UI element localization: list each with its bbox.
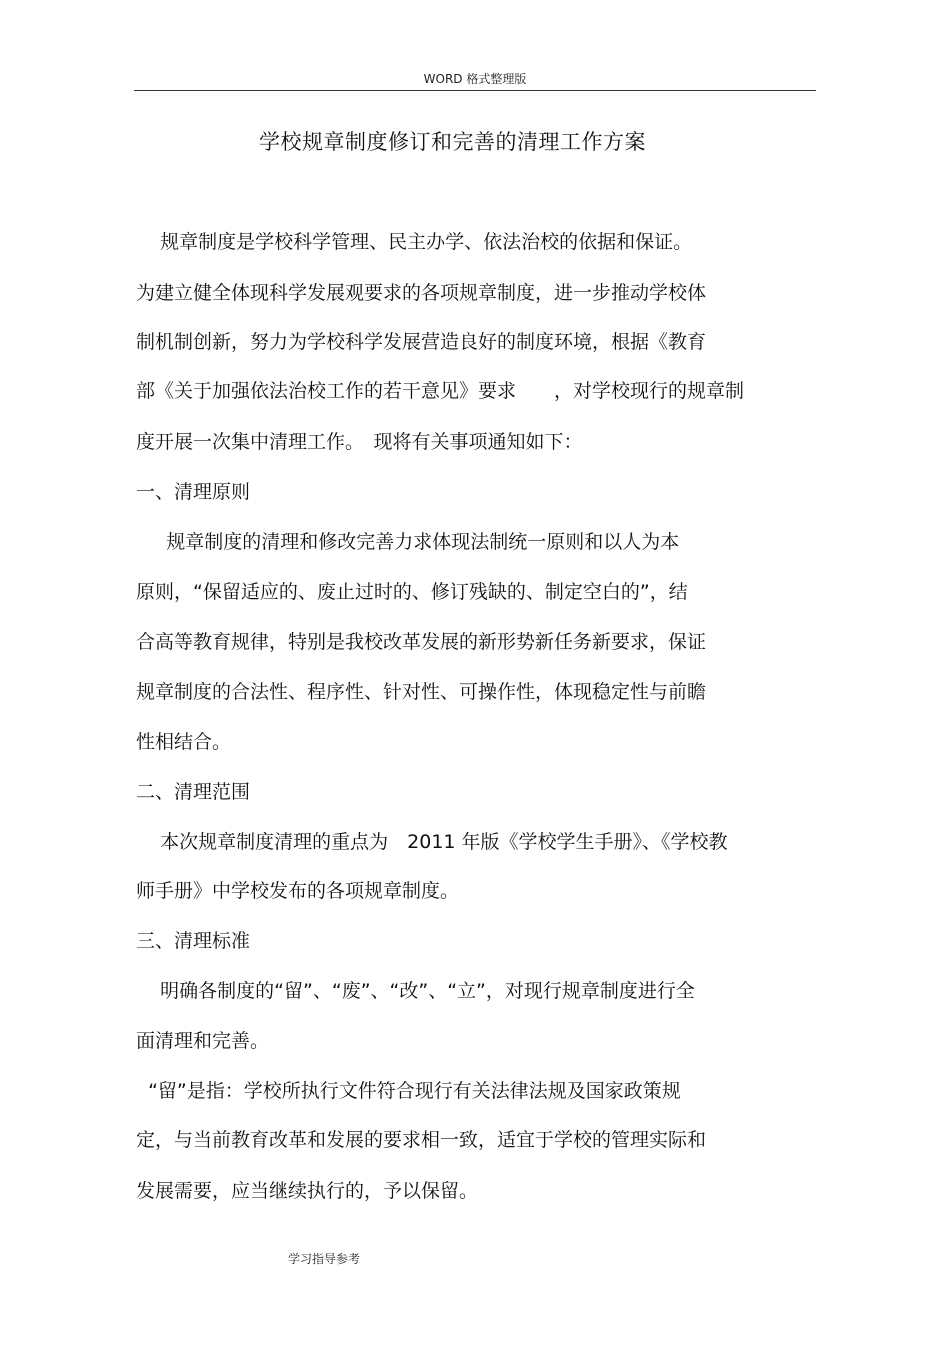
- section-heading: 三、清理标准: [136, 930, 251, 952]
- body-line: 原则，“保留适应的、废止过时的、修订残缺的、制定空白的”，结: [136, 581, 688, 603]
- body-line: 规章制度的合法性、程序性、针对性、可操作性，体现稳定性与前瞻: [136, 681, 707, 703]
- body-line: 本次规章制度清理的重点为 2011 年版《学校学生手册》、《学校教: [136, 831, 728, 853]
- body-line: 度开展一次集中清理工作。 现将有关事项通知如下：: [136, 431, 583, 453]
- body-line: 性相结合。: [136, 731, 232, 753]
- section-heading: 二、清理范围: [136, 781, 251, 803]
- section-heading: 一、清理原则: [136, 481, 251, 503]
- page-footer: 学习指导参考: [288, 1252, 361, 1266]
- body-line: 规章制度的清理和修改完善力求体现法制统一原则和以人为本: [136, 531, 680, 553]
- body-line: 合高等教育规律，特别是我校改革发展的新形势新任务新要求，保证: [136, 631, 707, 653]
- body-line: 发展需要，应当继续执行的，予以保留。: [136, 1180, 479, 1202]
- body-line: “留”是指：学校所执行文件符合现行有关法律法规及国家政策规: [136, 1080, 681, 1102]
- body-line: 定，与当前教育改革和发展的要求相一致，适宜于学校的管理实际和: [136, 1129, 707, 1151]
- body-line: 师手册》中学校发布的各项规章制度。: [136, 880, 460, 902]
- header-divider: [134, 90, 816, 91]
- body-line: 面清理和完善。: [136, 1030, 270, 1052]
- document-title: 学校规章制度修订和完善的清理工作方案: [259, 130, 646, 154]
- body-line: 明确各制度的“留”、“废”、“改”、“立”，对现行规章制度进行全: [136, 980, 695, 1002]
- body-line: 为建立健全体现科学发展观要求的各项规章制度，进一步推动学校体: [136, 282, 707, 304]
- body-line: 规章制度是学校科学管理、民主办学、依法治校的依据和保证。: [136, 231, 693, 253]
- body-line: 制机制创新，努力为学校科学发展营造良好的制度环境，根据《教育: [136, 331, 707, 353]
- header-text: WORD 格式整理版: [423, 72, 527, 86]
- body-line: 部《关于加强依法治校工作的若干意见》要求 ，对学校现行的规章制: [136, 380, 745, 402]
